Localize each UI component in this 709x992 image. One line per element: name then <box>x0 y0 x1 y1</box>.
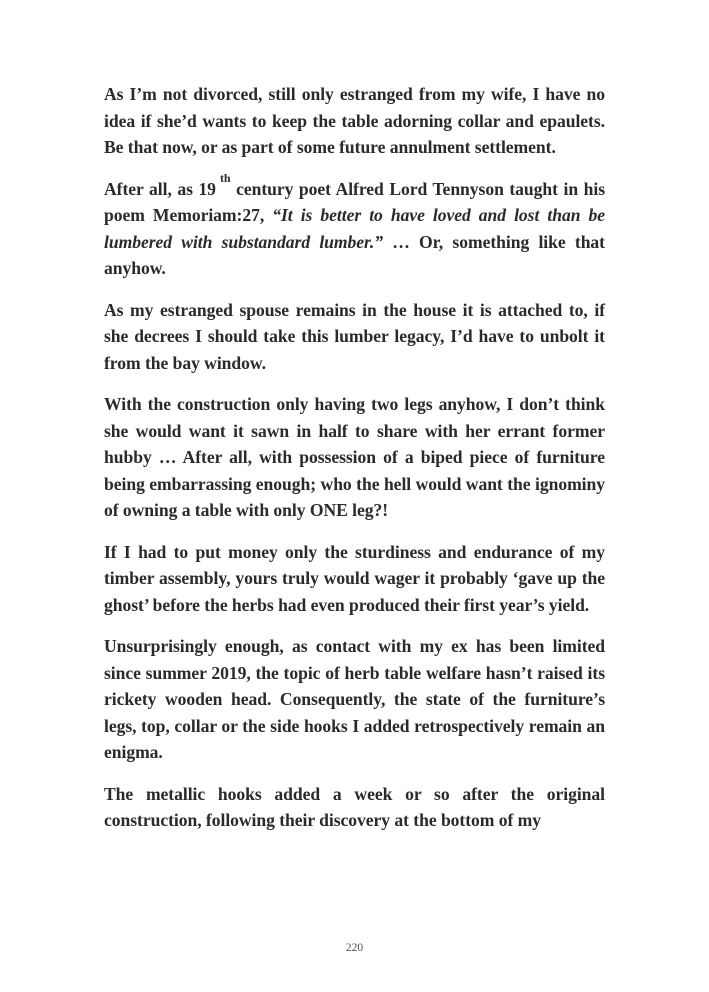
page-body <box>104 81 605 849</box>
paragraph-5: If I had to put money only the sturdiness and endurance of my timber assembly, yours truly would wager it probably ‘gave up the ghost’ before the herbs had even produced their first year’s yield. <box>104 541 605 615</box>
paragraph-2-middle: century poet Alfred Lord Tennyson taught in his poem Memoriam:27, <box>104 178 605 225</box>
paragraph-2-suffix: … Or, something like that anyhow. <box>104 231 605 278</box>
superscript-th: th <box>219 170 231 185</box>
paragraph-7: The metallic hooks added a week or so after the original construction, following their discovery at the bottom of my <box>104 783 605 830</box>
paragraph-6: Unsurprisingly enough, as contact with my ex has been limited since summer 2019, the topic of herb table welfare hasn’t raised its rickety wooden head. Consequently, the state of the furniture’s legs, top, collar or the side hooks I added retrospectively remain an enigma. <box>104 636 605 762</box>
paragraph-4: With the construction only having two legs anyhow, I don’t think she would want it sawn in half to share with her errant former hubby … After all, with possession of a biped piece of furniture being embarrassing enough; who the hell would want the ignominy of owning a table with only ONE leg?! <box>104 394 605 520</box>
paragraph-3: As my estranged spouse remains in the house it is attached to, if she decrees I should take this lumber legacy, I’d have to unbolt it from the bay window. <box>104 299 605 373</box>
page-number: 220 <box>345 942 364 954</box>
tennyson-quote: “It is better to have loved and lost than be lumbered with substandard lumber.” <box>104 205 606 252</box>
paragraph-2-prefix: After all, as 19 <box>104 178 216 199</box>
paragraph-1: As I’m not divorced, still only estranged from my wife, I have no idea if she’d wants to keep the table adorning collar and epaulets. Be that now, or as part of some future annulment settlement. <box>104 84 605 157</box>
paragraph-2 <box>104 170 606 282</box>
